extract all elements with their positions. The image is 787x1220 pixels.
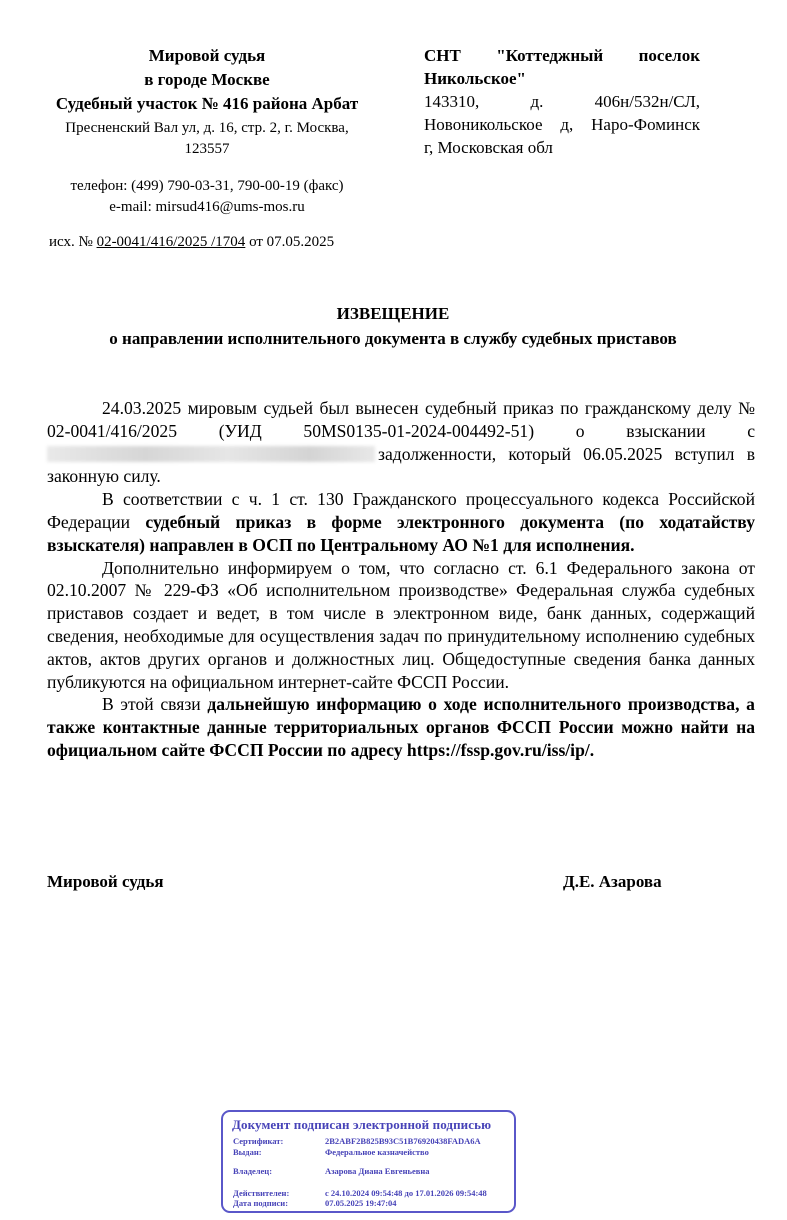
court-header — [40, 44, 374, 218]
court-email: e-mail: mirsud416@ums-mos.ru — [109, 199, 305, 215]
stamp-signed-row — [233, 1198, 397, 1208]
stamp-valid-row — [233, 1188, 487, 1198]
paragraph-2-bold: судебный приказ в форме электронного документа (по ходатайству взыскателя) направлен в ОСП по Центральному АО №1 для исполнения. — [47, 511, 755, 555]
stamp-issuer-value: Федеральное казначейство — [325, 1147, 429, 1157]
notice-body — [47, 397, 755, 762]
recipient-block — [424, 44, 700, 159]
paragraph-2 — [47, 488, 755, 556]
stamp-signed-value: 07.05.2025 19:47:04 — [325, 1198, 397, 1208]
outgoing-number: 02-0041/416/2025 /1704 — [96, 234, 246, 250]
signer-name: Д.Е. Азарова — [563, 872, 662, 891]
recipient-address-line3: г, Московская обл — [424, 138, 553, 157]
recipient-name-line2: Никольское" — [424, 69, 526, 88]
court-section: Судебный участок № 416 района Арбат — [55, 94, 359, 113]
stamp-issuer-row — [233, 1147, 429, 1157]
court-phone: телефон: (499) 790-03-31, 790-00-19 (факс) — [70, 178, 344, 194]
outgoing-number-line — [49, 234, 334, 251]
outgoing-date: от 07.05.2025 — [245, 234, 335, 250]
paragraph-2-text: В соответствии с ч. 1 ст. 130 Гражданского процессуального кодекса Российской Федерации — [47, 489, 755, 532]
court-address-line1: Пресненский Вал ул, д. 16, стр. 2, г. Москва, — [65, 120, 349, 136]
stamp-owner-label: Владелец: — [233, 1166, 273, 1176]
paragraph-1 — [47, 397, 755, 443]
redacted-debtor-name — [47, 446, 375, 462]
notice-subtitle: о направлении исполнительного документа в службу судебных приставов — [109, 329, 677, 348]
court-name-line2: в городе Москве — [144, 70, 270, 89]
stamp-issuer-label: Выдан: — [233, 1147, 262, 1157]
paragraph-4-bold: дальнейшую информацию о ходе исполнительного производства, а также контактные данные территориальных органов ФССП России можно найти на официальном сайте ФССП России по адресу https://fssp.gov.ru/iss/ip/. — [47, 694, 755, 760]
outgoing-prefix: исх. № — [49, 234, 97, 250]
recipient-name-line1: СНТ "Коттеджный поселок — [424, 46, 700, 65]
paragraph-1-text: 24.03.2025 мировым судьей был вынесен судебный приказ по гражданскому делу № 02-0041/416/2025 (УИД 50MS0135-01-2024-004492-51) о взыскании с — [47, 398, 755, 441]
paragraph-1-end: задолженности, который 06.05.2025 вступил в законную силу. — [47, 443, 755, 487]
stamp-valid-label: Действителен: — [233, 1188, 290, 1198]
stamp-owner-row — [233, 1166, 430, 1176]
stamp-certificate-row — [233, 1136, 481, 1146]
stamp-owner-value: Азарова Диана Евгеньевна — [325, 1166, 430, 1176]
court-name-line1: Мировой судья — [148, 46, 266, 65]
paragraph-4-text: В этой связи — [102, 694, 208, 715]
stamp-title: Документ подписан электронной подписью — [232, 1117, 492, 1132]
recipient-address-line2: Новоникольское д, Наро-Фоминск — [424, 115, 700, 134]
electronic-signature-stamp — [221, 1110, 516, 1213]
stamp-valid-value: с 24.10.2024 09:54:48 до 17.01.2026 09:54:48 — [325, 1188, 487, 1198]
paragraph-1-continued — [47, 443, 755, 489]
stamp-signed-label: Дата подписи: — [233, 1198, 289, 1208]
notice-title: ИЗВЕЩЕНИЕ — [336, 304, 450, 323]
stamp-cert-value: 2B2ABF2B825B93C51B76920438FADA6A — [325, 1136, 481, 1146]
paragraph-4 — [47, 693, 755, 761]
stamp-cert-label: Сертификат: — [233, 1136, 284, 1146]
paragraph-3: Дополнительно информируем о том, что согласно ст. 6.1 Федерального закона от 02.10.2007 № 229-ФЗ «Об исполнительном производстве» Федеральная служба судебных приставов создает и ведет, в том числе в электронном виде, банк данных, содержащий сведения, необходимые для осуществления задач по принудительному исполнению судебных актов, актов других органов и должностных лиц. Общедоступные сведения банка данных публикуются на официальном интернет-сайте ФССП России. — [47, 557, 755, 692]
recipient-address-line1: 143310, д. 406н/532н/СЛ, — [424, 92, 700, 111]
court-address-line2: 123557 — [184, 141, 230, 157]
signer-position: Мировой судья — [47, 872, 164, 891]
